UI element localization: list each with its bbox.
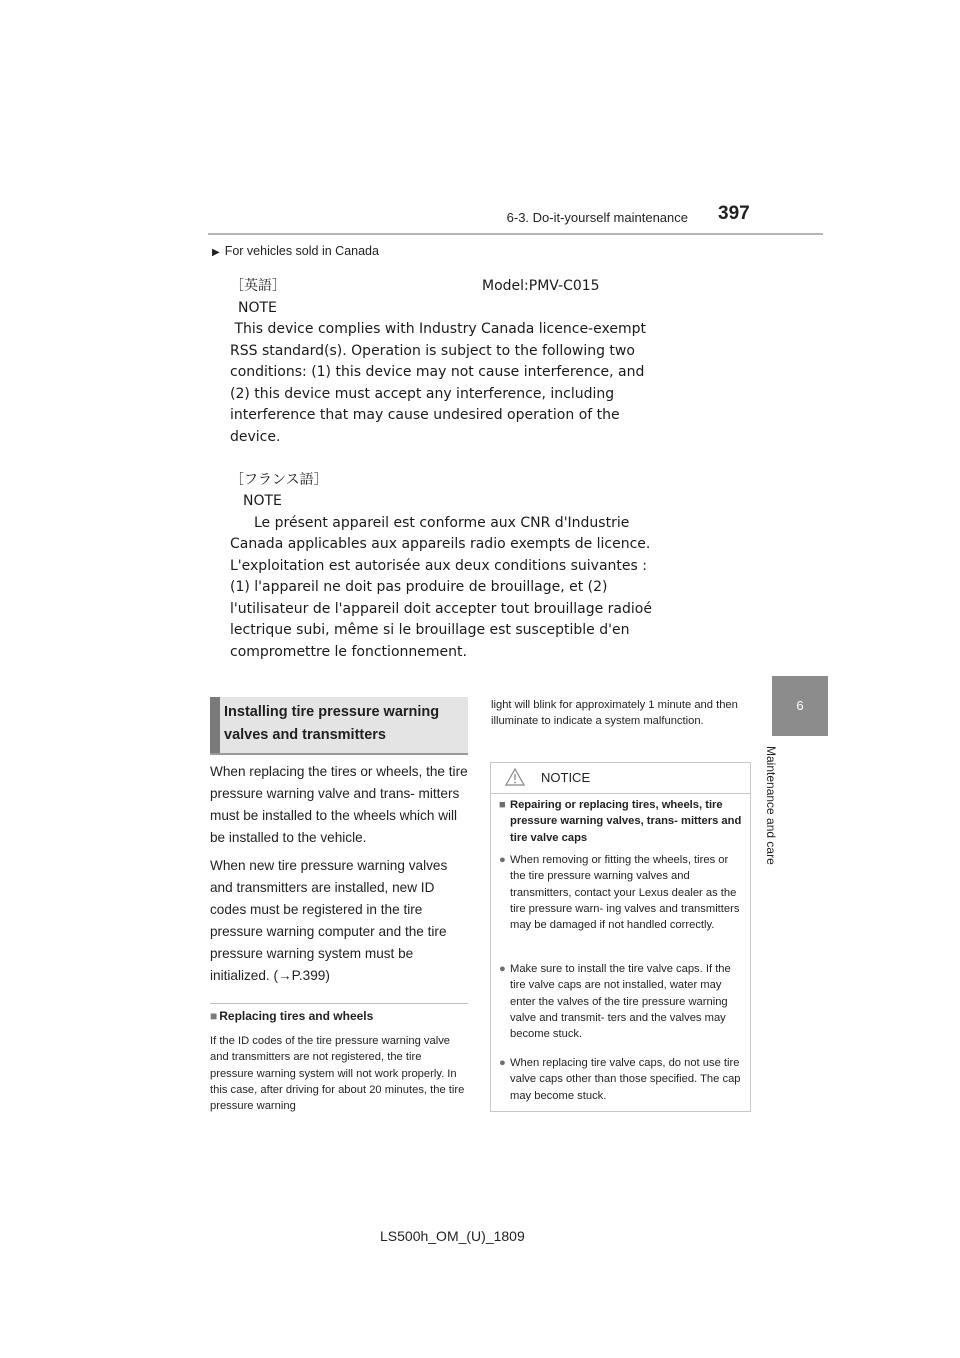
certification-label	[230, 276, 730, 663]
replacing-text-right: light will blink for approximately 1 minute and then illuminate to indicate a system malfunction.	[491, 699, 738, 728]
subsection-heading-text: Replacing tires and wheels	[219, 1009, 374, 1023]
notice-box	[490, 762, 751, 1112]
chapter-tab-label	[764, 746, 800, 896]
section-heading-bar	[210, 697, 220, 753]
square-bullet-icon: ■	[499, 799, 506, 811]
french-tag: ［フランス語］	[230, 471, 328, 488]
french-text	[230, 513, 730, 664]
notice-bullet-text: Make sure to install the tire valve caps. If the tire valve caps are not installed, water may enter the valves of the tire pressure warning valve and transmit- ters and the valves may become stuck.	[510, 963, 731, 1041]
circle-bullet-icon: ●	[499, 854, 506, 866]
french-text-line: L'exploitation est autorisée aux deux conditions suivantes :	[230, 557, 647, 574]
french-text-line: Le présent appareil est conforme aux CNR d'Industrie	[254, 514, 630, 531]
circle-bullet-icon: ●	[499, 1057, 506, 1069]
notice-title: NOTICE	[541, 770, 591, 785]
english-note: NOTE	[238, 299, 277, 316]
english-text-line: This device complies with Industry Canada licence-exempt	[230, 321, 646, 337]
document-footer: LS500h_OM_(U)_1809	[380, 1228, 525, 1244]
body-paragraph-1: When replacing the tires or wheels, the tire pressure warning valve and trans- mitters must be installed to the wheels which will be installed to the vehicle.	[210, 764, 468, 845]
body-paragraph-2: When new tire pressure warning valves and transmitters are installed, new ID codes must be registered in the tire pressure warning computer and the tire pressure warning system must be initialized. (→P.399)	[210, 858, 448, 983]
notice-bullet-text: When replacing tire valve caps, do not use tire valve caps other than those specified. The cap may become stuck.	[510, 1057, 741, 1102]
english-text-line: RSS standard(s). Operation is subject to the following two	[230, 342, 635, 359]
section-heading-text	[224, 701, 464, 747]
english-text	[230, 319, 730, 448]
french-text-line: compromettre le fonctionnement.	[230, 643, 467, 660]
english-text-line: interference that may cause undesired operation of the	[230, 407, 620, 423]
subsection-divider	[210, 1003, 468, 1004]
circle-bullet-icon: ●	[499, 963, 506, 975]
english-text-line: device.	[230, 428, 281, 445]
model-number: Model:PMV-C015	[482, 278, 600, 294]
notice-bullet	[499, 961, 743, 1042]
section-heading-line1: Installing tire pressure warning	[224, 704, 440, 720]
english-text-line: (2) this device must accept any interference, including	[230, 385, 615, 402]
square-bullet-icon: ■	[210, 1009, 218, 1023]
english-text-line: conditions: (1) this device may not cause interference, and	[230, 364, 645, 380]
notice-bullet	[499, 1055, 743, 1104]
page-number: 397	[718, 203, 750, 224]
english-tag: ［英語］	[230, 278, 286, 294]
running-header-section: 6-3. Do-it-yourself maintenance	[506, 210, 688, 225]
notice-heading-text: Repairing or replacing tires, wheels, tire pressure warning valves, trans- mitters and tire valve caps	[510, 799, 742, 844]
replacing-text-left: If the ID codes of the tire pressure warning valve and transmitters are not registered, the tire pressure warning system will not work properly. In this case, after driving for about 20 minutes, the tire pressure warning	[210, 1035, 465, 1113]
notice-heading	[499, 797, 743, 846]
warning-triangle-icon	[505, 768, 525, 786]
chapter-tab-label-text: Maintenance and care	[764, 746, 778, 865]
french-text-line: lectrique subi, même si le brouillage est susceptible d'en	[230, 622, 630, 638]
section-heading-line2: valves and transmitters	[224, 727, 386, 743]
subsection-heading	[210, 1009, 373, 1023]
french-text-line: l'utilisateur de l'appareil doit accepter tout brouillage radioé	[230, 600, 652, 617]
notice-header	[491, 763, 750, 794]
french-text-line: Canada applicables aux appareils radio exempts de licence.	[230, 536, 651, 552]
canada-intro	[212, 244, 379, 258]
triangle-bullet-icon: ▶	[212, 247, 220, 258]
chapter-tab-number: 6	[772, 676, 828, 736]
notice-bullet-text: When removing or fitting the wheels, tires or the tire pressure warning valves and transmitters, contact your Lexus dealer as the tire pressure warn- ing valves and transmitters may be damaged if not handled correctly.	[510, 854, 740, 932]
french-note: NOTE	[243, 493, 282, 509]
notice-bullet	[499, 852, 743, 933]
header-divider	[208, 233, 823, 235]
section-heading	[210, 697, 468, 755]
canada-intro-text: For vehicles sold in Canada	[224, 244, 379, 258]
french-text-line: (1) l'appareil ne doit pas produire de brouillage, et (2)	[230, 579, 608, 595]
